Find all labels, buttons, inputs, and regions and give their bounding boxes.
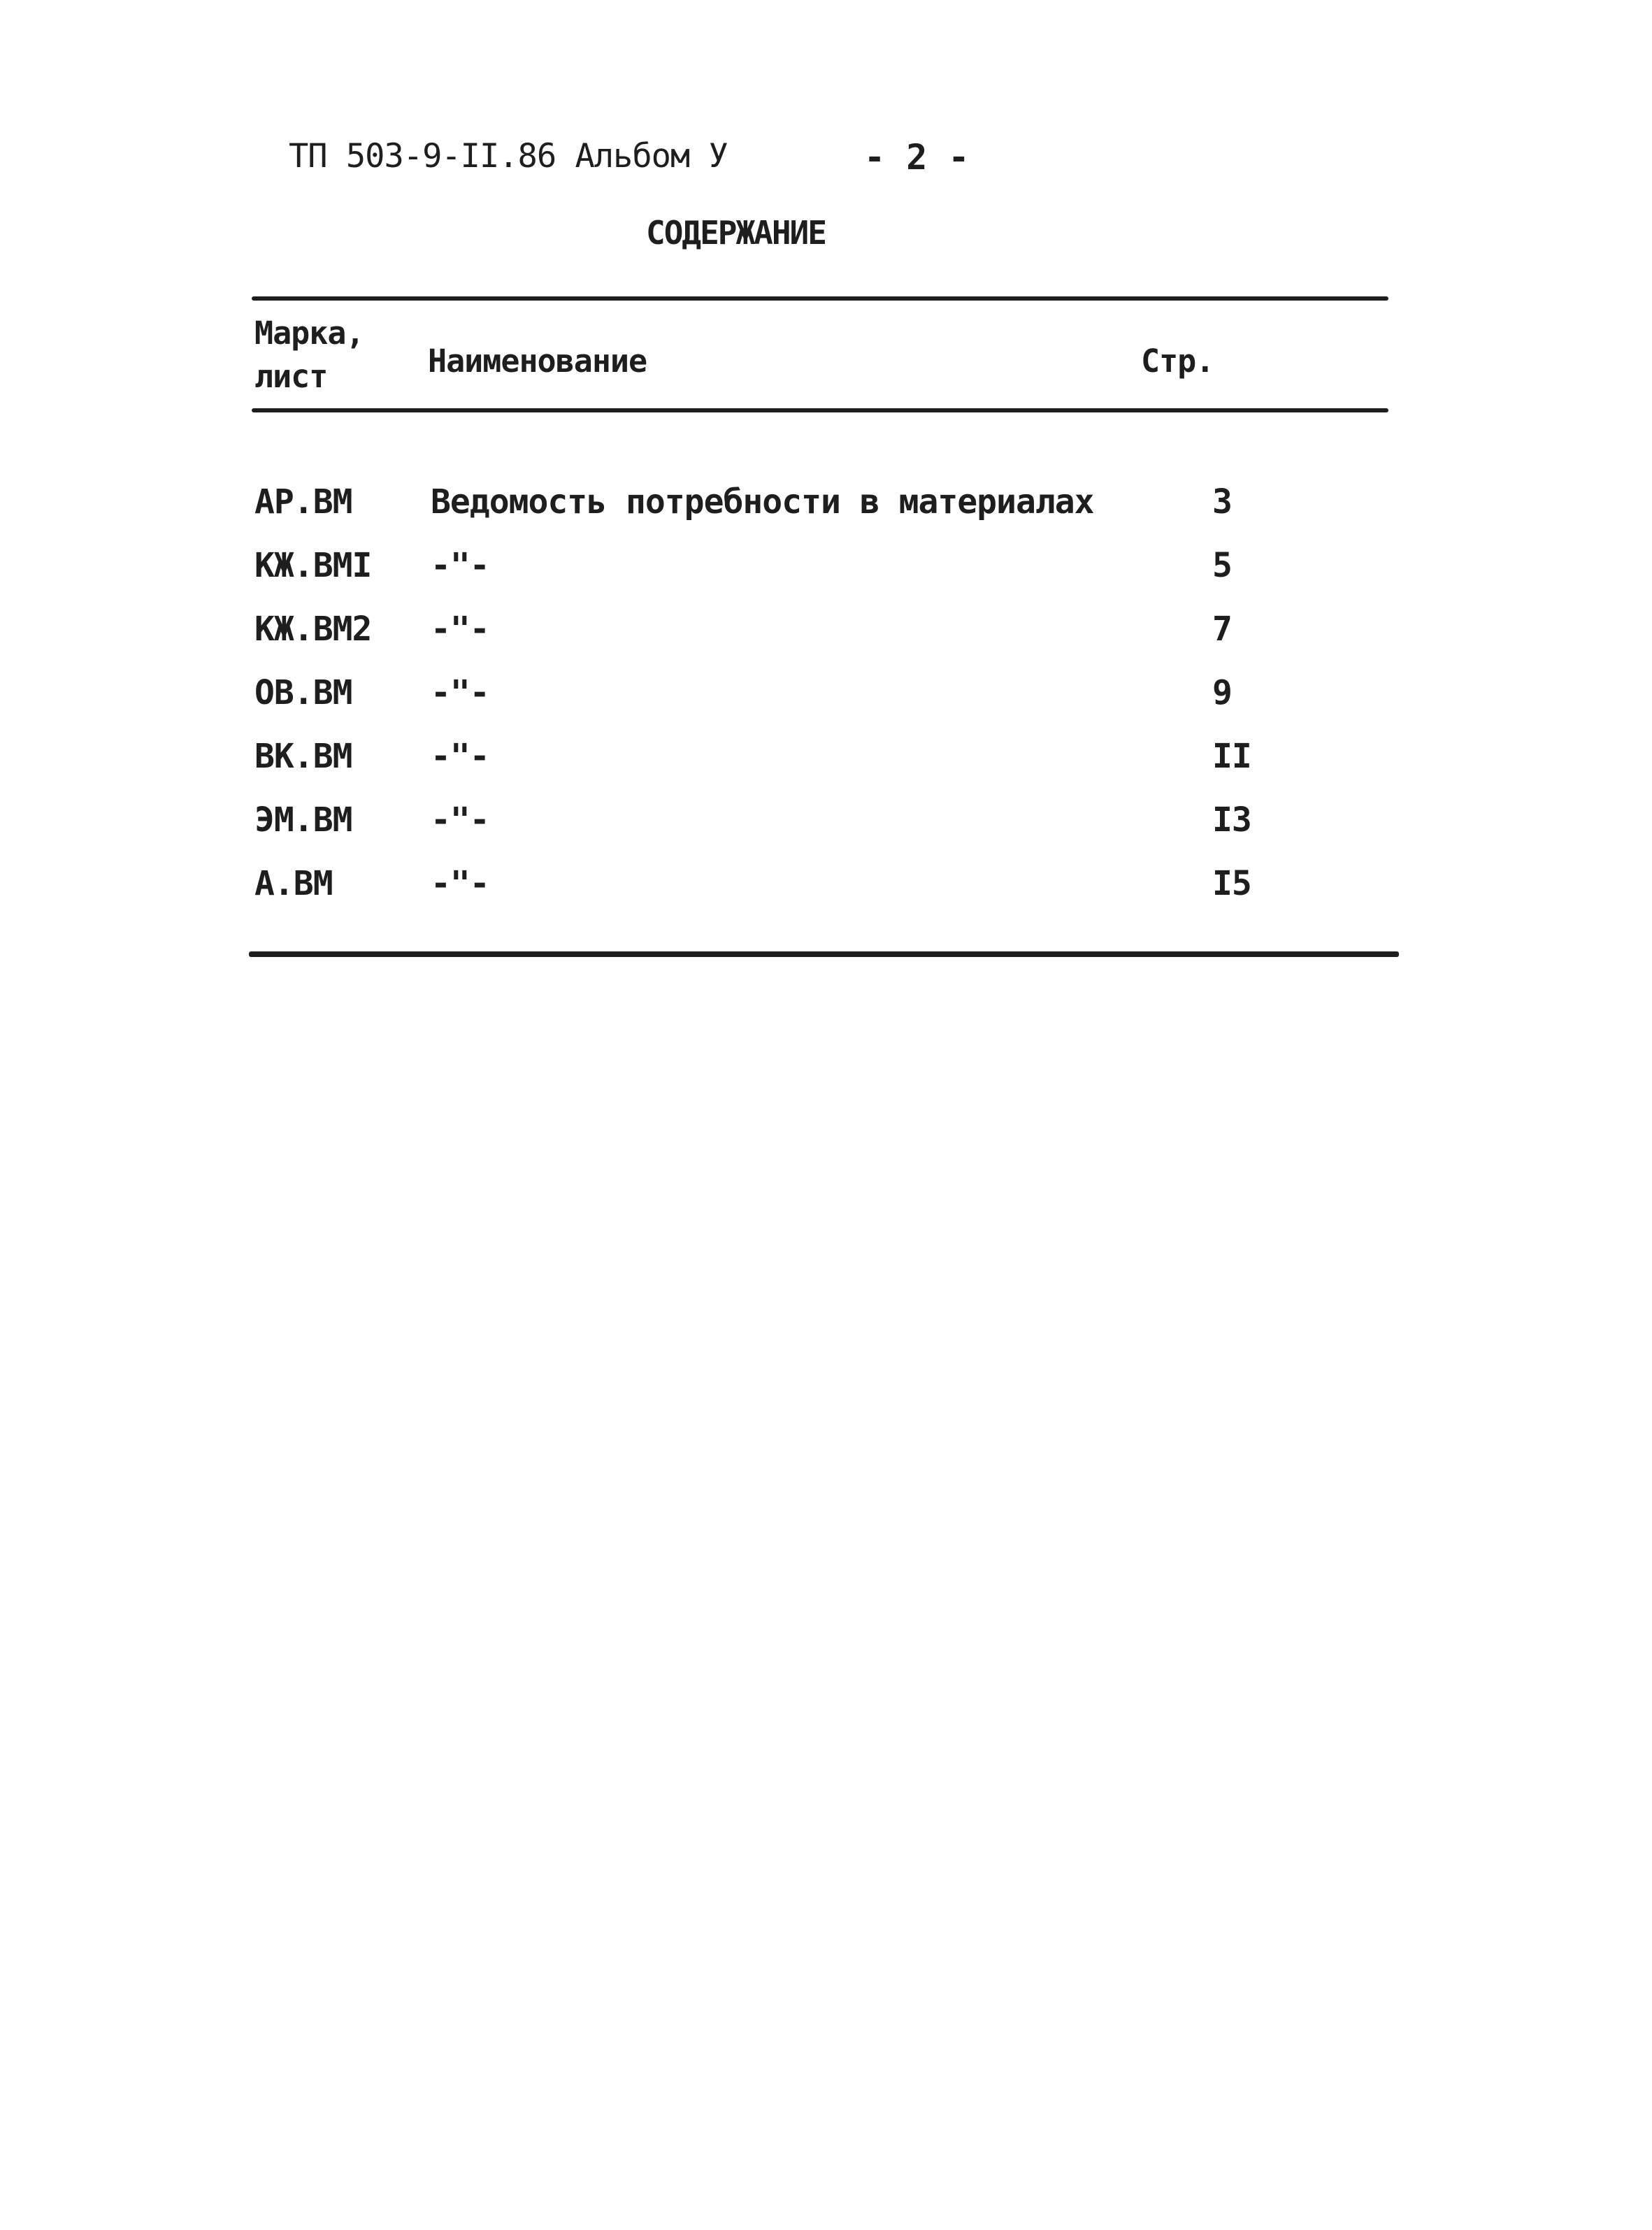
column-header-code bbox=[254, 312, 364, 398]
row-page: II bbox=[1212, 737, 1251, 776]
row-name: -"- bbox=[431, 800, 489, 840]
table-row bbox=[0, 864, 1652, 928]
document-reference: ТП 503-9-II.86 Альбом У bbox=[289, 137, 728, 175]
row-page: 9 bbox=[1212, 673, 1232, 712]
contents-rows bbox=[0, 482, 1652, 928]
row-page: 3 bbox=[1212, 482, 1232, 521]
row-code: ОВ.ВМ bbox=[254, 673, 352, 712]
row-code: А.ВМ bbox=[254, 864, 333, 903]
row-page: 5 bbox=[1212, 546, 1232, 585]
column-header-code-line1: Марка, bbox=[254, 315, 364, 352]
row-name: -"- bbox=[431, 864, 489, 903]
table-row bbox=[0, 800, 1652, 864]
row-name: -"- bbox=[431, 546, 489, 585]
row-code: ЭМ.ВМ bbox=[254, 800, 352, 840]
column-header-page: Стр. bbox=[1141, 343, 1214, 380]
table-bottom-rule bbox=[249, 951, 1399, 957]
table-row bbox=[0, 673, 1652, 737]
table-top-rule bbox=[252, 296, 1388, 301]
table-row bbox=[0, 482, 1652, 546]
row-page: I3 bbox=[1212, 800, 1251, 840]
column-header-code-line2: лист bbox=[254, 358, 328, 395]
row-name: -"- bbox=[431, 673, 489, 712]
row-page: 7 bbox=[1212, 610, 1232, 649]
contents-title: СОДЕРЖАНИЕ bbox=[646, 214, 826, 252]
row-code: КЖ.ВМI bbox=[254, 546, 372, 585]
table-row bbox=[0, 546, 1652, 610]
table-header-rule bbox=[252, 408, 1388, 412]
row-code: КЖ.ВМ2 bbox=[254, 610, 372, 649]
row-code: ВК.ВМ bbox=[254, 737, 352, 776]
row-name: Ведомость потребности в материалах bbox=[431, 482, 1094, 521]
row-name: -"- bbox=[431, 610, 489, 649]
page-number: - 2 - bbox=[864, 137, 970, 178]
row-page: I5 bbox=[1212, 864, 1251, 903]
row-name: -"- bbox=[431, 737, 489, 776]
column-header-name: Наименование bbox=[428, 343, 647, 380]
table-row bbox=[0, 610, 1652, 673]
table-row bbox=[0, 737, 1652, 800]
row-code: АР.ВМ bbox=[254, 482, 352, 521]
